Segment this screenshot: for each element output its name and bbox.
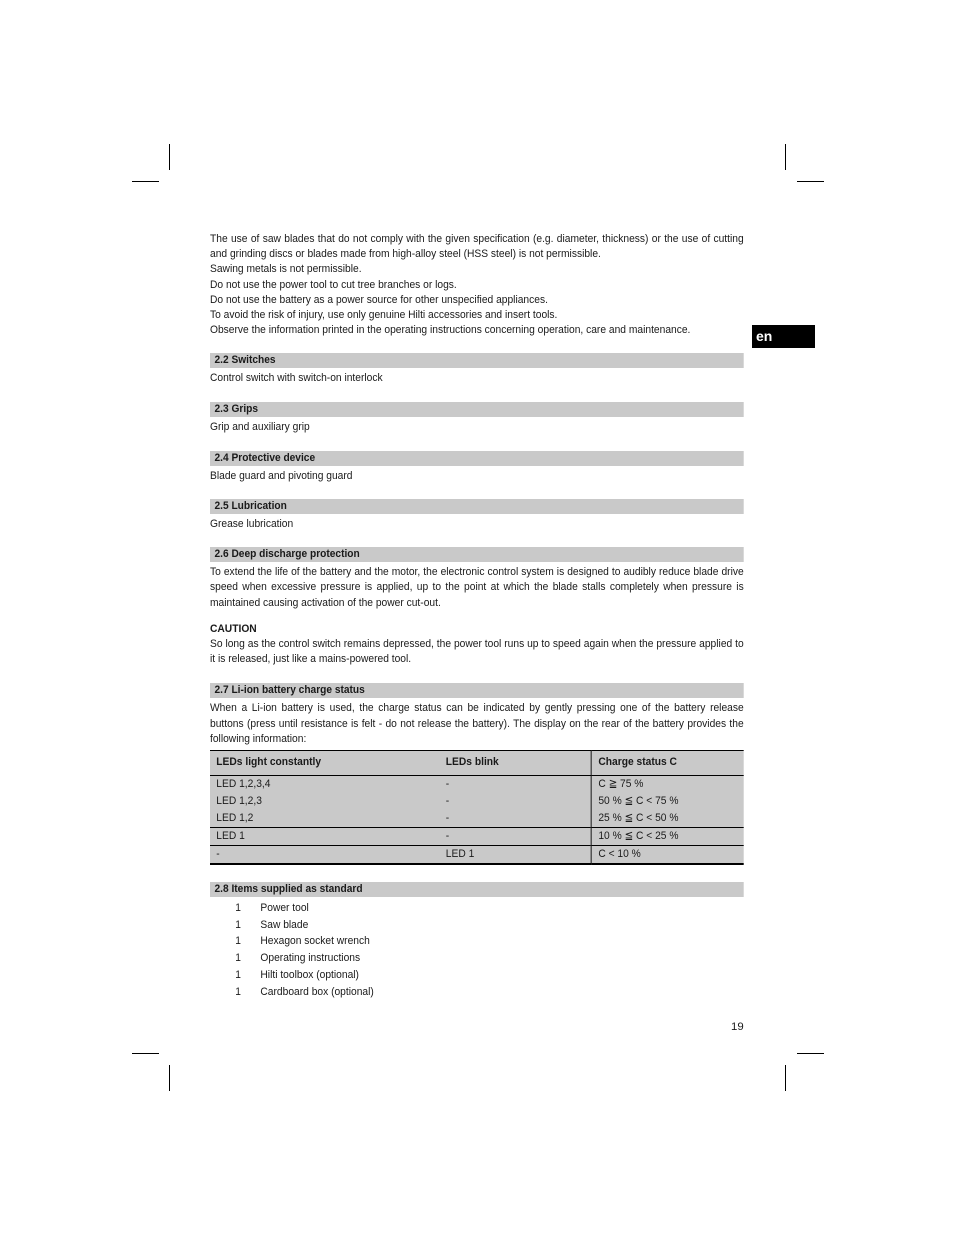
crop-mark — [785, 144, 786, 170]
switches-text: Control switch with switch-on interlock — [210, 372, 383, 385]
table-cell: 10 % ≦ C < 25 % — [592, 828, 744, 846]
item-name: Cardboard box (optional) — [260, 985, 374, 998]
item-qty: 1 — [235, 952, 241, 965]
list-item — [210, 917, 744, 934]
section-heading-discharge: 2.6 Deep discharge protection — [210, 547, 744, 562]
table-cell: LED 1 — [210, 828, 439, 846]
protective-text: Blade guard and pivoting guard — [210, 469, 353, 482]
page-content — [210, 232, 744, 1000]
item-qty: 1 — [235, 935, 241, 948]
table-header-row — [210, 751, 744, 776]
table-cell: LED 1,2 — [210, 810, 439, 828]
intro-line: Do not use the battery as a power source for other unspecified appliances. — [210, 293, 548, 306]
item-qty: 1 — [235, 968, 241, 981]
table-header: LEDs light constantly — [210, 751, 439, 776]
table-cell: - — [439, 810, 591, 828]
crop-mark — [132, 181, 159, 182]
crop-mark — [169, 144, 170, 170]
item-name: Hilti toolbox (optional) — [260, 968, 359, 981]
intro-line: Do not use the power tool to cut tree branches or logs. — [210, 278, 457, 291]
table-row — [210, 846, 744, 865]
list-item — [210, 984, 744, 1001]
table-row — [210, 793, 744, 810]
grips-text: Grip and auxiliary grip — [210, 420, 310, 433]
section-heading-switches: 2.2 Switches — [210, 353, 744, 368]
table-header: Charge status C — [592, 751, 744, 776]
section-heading-lubrication: 2.5 Lubrication — [210, 499, 744, 514]
item-name: Saw blade — [260, 918, 309, 931]
table-cell: - — [439, 828, 591, 846]
items-list — [210, 900, 744, 1000]
crop-mark — [169, 1065, 170, 1091]
intro-line: Sawing metals is not permissible. — [210, 263, 362, 276]
item-qty: 1 — [235, 902, 241, 915]
table-row — [210, 810, 744, 828]
crop-mark — [797, 1053, 824, 1054]
table-cell: - — [439, 793, 591, 810]
table-cell: - — [439, 776, 591, 794]
table-header: LEDs blink — [439, 751, 591, 776]
caution-text: So long as the control switch remains depressed, the power tool runs up to speed again when the pressure applied to it is released, just like a mains-powered tool. — [210, 638, 744, 666]
table-cell: - — [210, 846, 439, 865]
item-qty: 1 — [235, 918, 241, 931]
section-heading-protective: 2.4 Protective device — [210, 451, 744, 466]
intro-line: Observe the information printed in the operating instructions concerning operation, care and maintenance. — [210, 324, 691, 337]
table-row — [210, 776, 744, 794]
list-item — [210, 900, 744, 917]
section-heading-grips: 2.3 Grips — [210, 402, 744, 417]
section-heading-charge: 2.7 Li-ion battery charge status — [210, 683, 744, 698]
intro-paragraph: The use of saw blades that do not comply with the given specification (e.g. diameter, thickness) or the use of cutting and grinding discs or blades made from high-alloy steel (HSS steel) is not permissible. — [210, 233, 744, 261]
table-cell: C < 10 % — [592, 846, 744, 865]
table-row — [210, 828, 744, 846]
item-qty: 1 — [235, 985, 241, 998]
item-name: Hexagon socket wrench — [260, 935, 370, 948]
page-number: 19 — [731, 1021, 744, 1033]
list-item — [210, 967, 744, 984]
table-cell: 25 % ≦ C < 50 % — [592, 810, 744, 828]
item-name: Power tool — [260, 902, 309, 915]
table-cell: C ≧ 75 % — [592, 776, 744, 794]
table-cell: LED 1,2,3,4 — [210, 776, 439, 794]
charge-status-table — [210, 750, 744, 865]
crop-mark — [132, 1053, 159, 1054]
charge-text: When a Li-ion battery is used, the charge status can be indicated by gently pressing one of the battery release buttons (press until resistance is felt - do not release the battery). The display on the rear of the battery provides the following information: — [210, 702, 744, 745]
caution-label: CAUTION — [210, 622, 257, 635]
list-item — [210, 933, 744, 950]
item-name: Operating instructions — [260, 952, 361, 965]
lubrication-text: Grease lubrication — [210, 518, 294, 531]
discharge-text: To extend the life of the battery and the motor, the electronic control system is designed to audibly reduce blade drive speed when excessive pressure is applied, up to the point at which the blade stalls completely when pressure is maintained causing activation of the power cut-out. — [210, 566, 744, 609]
table-cell: LED 1,2,3 — [210, 793, 439, 810]
language-tab: en — [752, 325, 815, 348]
crop-mark — [797, 181, 824, 182]
section-heading-items: 2.8 Items supplied as standard — [210, 882, 744, 897]
table-cell: 50 % ≦ C < 75 % — [592, 793, 744, 810]
table-cell: LED 1 — [439, 846, 591, 865]
crop-mark — [785, 1065, 786, 1091]
list-item — [210, 950, 744, 967]
intro-line: To avoid the risk of injury, use only genuine Hilti accessories and insert tools. — [210, 309, 558, 322]
